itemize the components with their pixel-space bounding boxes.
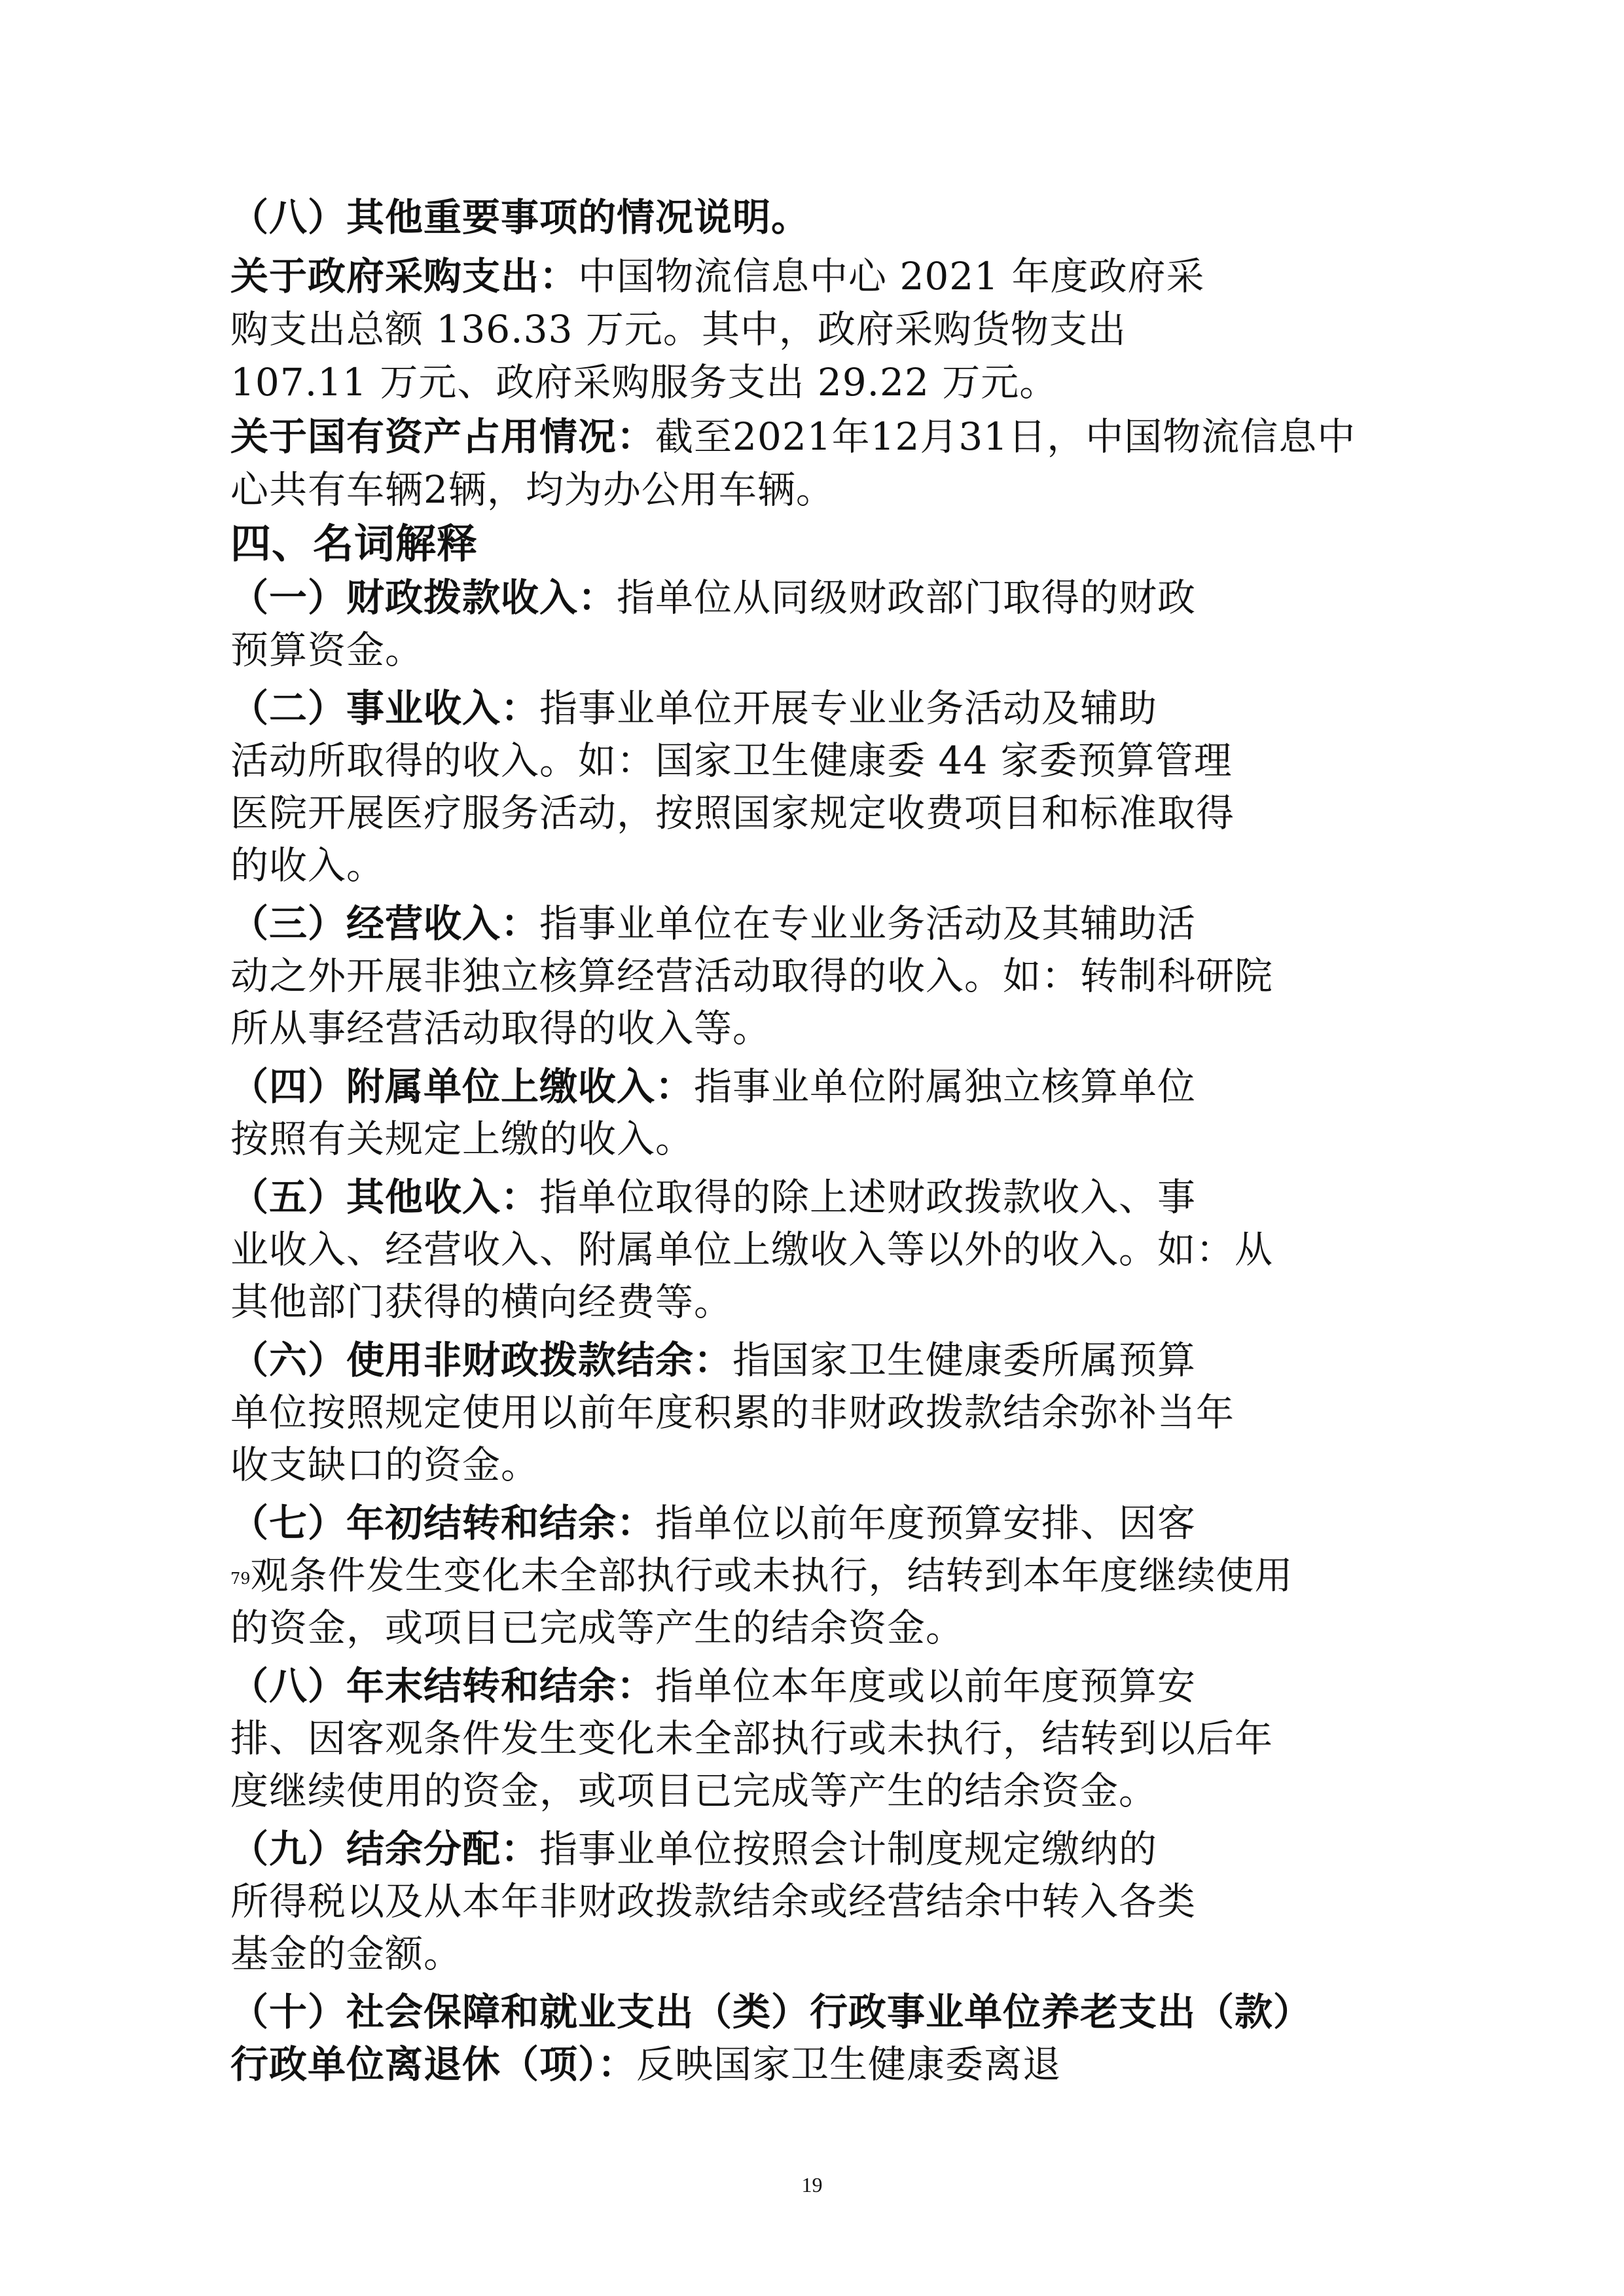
paragraph-line: 107.11 万元、政府采购服务支出 29.22 万元。 bbox=[230, 360, 1058, 404]
paragraph-line: 的收入。 bbox=[230, 843, 386, 888]
term-definition: 指事业单位在专业业务活动及其辅助活 bbox=[539, 901, 1197, 946]
paragraph-line: 所从事经营活动取得的收入等。 bbox=[230, 1006, 772, 1050]
paragraph-line: 购支出总额 136.33 万元。其中，政府采购货物支出 bbox=[230, 307, 1127, 351]
term-definition: 反映国家卫生健康委离退 bbox=[636, 2042, 1062, 2087]
glossary-heading bbox=[230, 518, 478, 570]
paragraph-line: 度继续使用的资金，或项目已完成等产生的结余资金。 bbox=[230, 1768, 1158, 1813]
paragraph-line: 预算资金。 bbox=[230, 628, 424, 672]
glossary-term bbox=[230, 571, 1196, 624]
glossary-term bbox=[230, 1823, 1157, 1875]
paragraph-line: 按照有关规定上缴的收入。 bbox=[230, 1117, 695, 1161]
term-label: （三）经营收入： bbox=[230, 901, 540, 946]
paragraph-line: 所得税以及从本年非财政拨款结余或经营结余中转入各类 bbox=[230, 1879, 1197, 1924]
heading-text: 四、名词解释 bbox=[230, 520, 478, 567]
glossary-term bbox=[230, 1660, 1196, 1712]
term-definition: 指事业单位按照会计制度规定缴纳的 bbox=[539, 1827, 1158, 1871]
glossary-term-continued bbox=[230, 2038, 1061, 2090]
term-label: （十）社会保障和就业支出（类）行政事业单位养老支出（款） bbox=[230, 1990, 1312, 2034]
term-definition: 指事业单位开展专业业务活动及辅助 bbox=[539, 686, 1158, 730]
term-label: （一）财政拨款收入： bbox=[230, 575, 617, 620]
term-label: 关于政府采购支出： bbox=[230, 254, 579, 298]
heading-text: （八）其他重要事项的情况说明。 bbox=[230, 195, 810, 240]
term-definition: 指事业单位附属独立核算单位 bbox=[694, 1064, 1197, 1109]
procurement-paragraph bbox=[230, 250, 1205, 302]
page-number: 19 bbox=[801, 2173, 823, 2197]
glossary-term bbox=[230, 1171, 1196, 1223]
glossary-term bbox=[230, 1497, 1196, 1549]
paragraph-line: 活动所取得的收入。如：国家卫生健康委 44 家委预算管理 bbox=[230, 738, 1233, 783]
paragraph-line: 心共有车辆2辆，均为办公用车辆。 bbox=[230, 467, 835, 512]
paragraph-line: 排、因客观条件发生变化未全部执行或未执行，结转到以后年 bbox=[230, 1716, 1274, 1761]
paragraph-line: 业收入、经营收入、附属单位上缴收入等以外的收入。如：从 bbox=[230, 1227, 1274, 1272]
term-label: （六）使用非财政拨款结余： bbox=[230, 1338, 733, 1382]
paragraph-line: 动之外开展非独立核算经营活动取得的收入。如：转制科研院 bbox=[230, 954, 1274, 998]
glossary-term bbox=[230, 897, 1196, 950]
term-label: 行政单位离退休（项）： bbox=[230, 2042, 637, 2087]
glossary-term bbox=[230, 1060, 1196, 1113]
term-definition: 指单位本年度或以前年度预算安 bbox=[655, 1664, 1197, 1708]
term-definition: 指单位取得的除上述财政拨款收入、事 bbox=[539, 1175, 1197, 1219]
paragraph-line: 单位按照规定使用以前年度积累的非财政拨款结余弥补当年 bbox=[230, 1390, 1235, 1435]
paragraph-line bbox=[230, 1549, 1293, 1602]
term-definition: 指单位从同级财政部门取得的财政 bbox=[617, 575, 1197, 620]
margin-marker: 79 bbox=[230, 1569, 251, 1588]
term-definition: 指国家卫生健康委所属预算 bbox=[732, 1338, 1197, 1382]
paragraph-line: 基金的金额。 bbox=[230, 1931, 463, 1976]
paragraph-line: 医院开展医疗服务活动，按照国家规定收费项目和标准取得 bbox=[230, 791, 1235, 835]
term-definition: 指单位以前年度预算安排、因客 bbox=[655, 1501, 1197, 1545]
paragraph-line: 的资金，或项目已完成等产生的结余资金。 bbox=[230, 1605, 965, 1650]
term-label: （八）年末结转和结余： bbox=[230, 1664, 656, 1708]
term-label: （九）结余分配： bbox=[230, 1827, 540, 1871]
glossary-term bbox=[230, 1334, 1196, 1386]
term-label: 关于国有资产占用情况： bbox=[230, 414, 656, 459]
term-label: （四）附属单位上缴收入： bbox=[230, 1064, 695, 1109]
paragraph-text: 观条件发生变化未全部执行或未执行，结转到本年度继续使用 bbox=[250, 1553, 1293, 1598]
paragraph-line: 收支缺口的资金。 bbox=[230, 1443, 540, 1487]
paragraph-text: 截至2021年12月31日，中国物流信息中 bbox=[655, 414, 1356, 459]
section-heading bbox=[230, 191, 810, 243]
glossary-term bbox=[230, 682, 1157, 734]
term-label: （七）年初结转和结余： bbox=[230, 1501, 656, 1545]
term-label: （五）其他收入： bbox=[230, 1175, 540, 1219]
assets-paragraph bbox=[230, 410, 1356, 463]
term-label: （二）事业收入： bbox=[230, 686, 540, 730]
paragraph-line: 其他部门获得的横向经费等。 bbox=[230, 1280, 733, 1324]
paragraph-text: 中国物流信息中心 2021 年度政府采 bbox=[578, 254, 1205, 298]
glossary-term bbox=[230, 1986, 1312, 2038]
